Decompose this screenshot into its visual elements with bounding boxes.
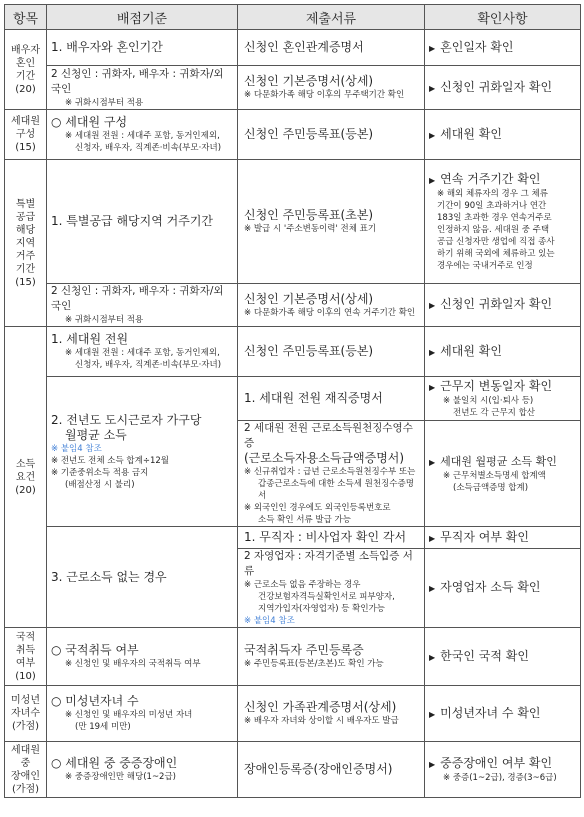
criteria-cell: ○ 세대원 구성 ※ 세대원 전원 : 세대주 포함, 동거인제외, 신청자, 배우자, 직계존·비속(부모·자녀)	[47, 110, 238, 160]
criteria-table	[4, 4, 581, 798]
document-cell: 1. 무직자 : 비사업자 확인 각서	[238, 527, 425, 549]
criteria-cell: 1. 세대원 전원 ※ 세대원 전원 : 세대주 포함, 동거인제외, 신청자, 배우자, 직계존·비속(부모·자녀)	[47, 327, 238, 377]
category-marriage: 배우자 혼인 기간 (20)	[5, 30, 47, 110]
check-cell: ▶ 세대원 확인	[425, 110, 581, 160]
document-cell: 1. 세대원 전원 재직증명서	[238, 377, 425, 421]
table-row	[5, 527, 581, 549]
criteria-cell: ○ 미성년자녀 수 ※ 신청인 및 배우자의 미성년 자녀 (만 19세 미만)	[47, 686, 238, 742]
table-row	[5, 686, 581, 742]
check-cell: ▶ 세대원 월평균 소득 확인 ※ 근무처별소득명세 합계액 (소득금액증명 합계)	[425, 421, 581, 527]
document-cell: 신청인 주민등록표(등본)	[238, 110, 425, 160]
document-cell: 신청인 기본증명서(상세) ※ 다문화가족 해당 이후의 연속 거주기간 확인	[238, 284, 425, 327]
table-row	[5, 327, 581, 377]
table-header	[5, 5, 581, 30]
check-cell: ▶ 무직자 여부 확인	[425, 527, 581, 549]
category-household: 세대원 구성 (15)	[5, 110, 47, 160]
table-row	[5, 30, 581, 66]
check-cell: ▶ 근무지 변동일자 확인 ※ 불일치 시(입·퇴사 등) 전년도 각 근무지 합산	[425, 377, 581, 421]
category-minors: 미성년 자녀수 (가점)	[5, 686, 47, 742]
check-cell: ▶ 자영업자 소득 확인	[425, 549, 581, 628]
document-cell: 신청인 기본증명서(상세) ※ 다문화가족 해당 이후의 무주택기간 확인	[238, 66, 425, 110]
check-cell: ▶ 혼인일자 확인	[425, 30, 581, 66]
criteria-cell: 2 신청인 : 귀화자, 배우자 : 귀화자/외국인 ※ 귀화시점부터 적용	[47, 66, 238, 110]
document-cell: 장애인등록증(장애인증명서)	[238, 742, 425, 798]
check-cell: ▶ 중증장애인 여부 확인 ※ 중증(1~2급), 경증(3~6급)	[425, 742, 581, 798]
col-header-documents: 제출서류	[238, 5, 425, 30]
document-cell: 신청인 혼인관계증명서	[238, 30, 425, 66]
document-cell: 2 자영업자 : 자격기준별 소득입증 서류 ※ 근로소득 없음 주장하는 경우 건강보험자격득실확인서로 피부양자, 지역가입자(자영업자) 등 확인가능 ※ 붙임4 참조	[238, 549, 425, 628]
document-cell: 신청인 주민등록표(초본) ※ 발급 시 '주소변동이력' 전체 표기	[238, 160, 425, 284]
table-row	[5, 742, 581, 798]
document-cell: 신청인 주민등록표(등본)	[238, 327, 425, 377]
col-header-check: 확인사항	[425, 5, 581, 30]
criteria-cell: 2 신청인 : 귀화자, 배우자 : 귀화자/외국인 ※ 귀화시점부터 적용	[47, 284, 238, 327]
criteria-cell: ○ 국적취득 여부 ※ 신청인 및 배우자의 국적취득 여부	[47, 628, 238, 686]
check-cell: ▶ 세대원 확인	[425, 327, 581, 377]
check-cell: ▶ 신청인 귀화일자 확인	[425, 66, 581, 110]
table-row	[5, 284, 581, 327]
category-income: 소득 요건 (20)	[5, 327, 47, 628]
criteria-cell: 2. 전년도 도시근로자 가구당 월평균 소득 ※ 붙임4 참조 ※ 전년도 전체 소득 합계÷12월 ※ 기준중위소득 적용 금지 (배점산정 시 불리)	[47, 377, 238, 527]
check-cell: ▶ 신청인 귀화일자 확인	[425, 284, 581, 327]
document-cell: 2 세대원 전원 근로소득원천징수영수증 (근로소득자용소득금액증명서) ※ 신규취업자 : 급년 근로소득원천징수부 또는 갑종근로소득에 대한 소득세 원천징수증명서 ※ 외국인인 경우에도 외국인등록번호로 소득 확인 서류 발급 가능	[238, 421, 425, 527]
category-disabled: 세대원 중 장애인 (가점)	[5, 742, 47, 798]
category-residence: 특별 공급 해당 지역 거주 기간 (15)	[5, 160, 47, 327]
table-row	[5, 160, 581, 284]
check-cell: ▶ 미성년자녀 수 확인	[425, 686, 581, 742]
criteria-cell: 3. 근로소득 없는 경우	[47, 527, 238, 628]
category-nationality: 국적 취득 여부 (10)	[5, 628, 47, 686]
criteria-cell: ○ 세대원 중 중증장애인 ※ 중증장애인만 해당(1~2급)	[47, 742, 238, 798]
col-header-criteria: 배점기준	[47, 5, 238, 30]
col-header-item: 항목	[5, 5, 47, 30]
criteria-cell: 1. 특별공급 해당지역 거주기간	[47, 160, 238, 284]
criteria-cell: 1. 배우자와 혼인기간	[47, 30, 238, 66]
document-cell: 신청인 가족관계증명서(상세) ※ 배우자 자녀와 상이할 시 배우자도 발급	[238, 686, 425, 742]
table-row	[5, 377, 581, 421]
document-cell: 국적취득자 주민등록증 ※ 주민등록표(등본/초본)도 확인 가능	[238, 628, 425, 686]
table-row	[5, 66, 581, 110]
table-row	[5, 110, 581, 160]
table-row	[5, 628, 581, 686]
check-cell: ▶ 한국인 국적 확인	[425, 628, 581, 686]
check-cell: ▶ 연속 거주기간 확인 ※ 해외 체류자의 경우 그 체류 기간이 90일 초과하거나 연간 183일 초과한 경우 연속거주로 인정하지 않음. 세대원 중 주택 공급 신청자만 생업에 직접 종사 하기 위해 국외에 체류하고 있는 경우에는 국내거주로 인정	[425, 160, 581, 284]
